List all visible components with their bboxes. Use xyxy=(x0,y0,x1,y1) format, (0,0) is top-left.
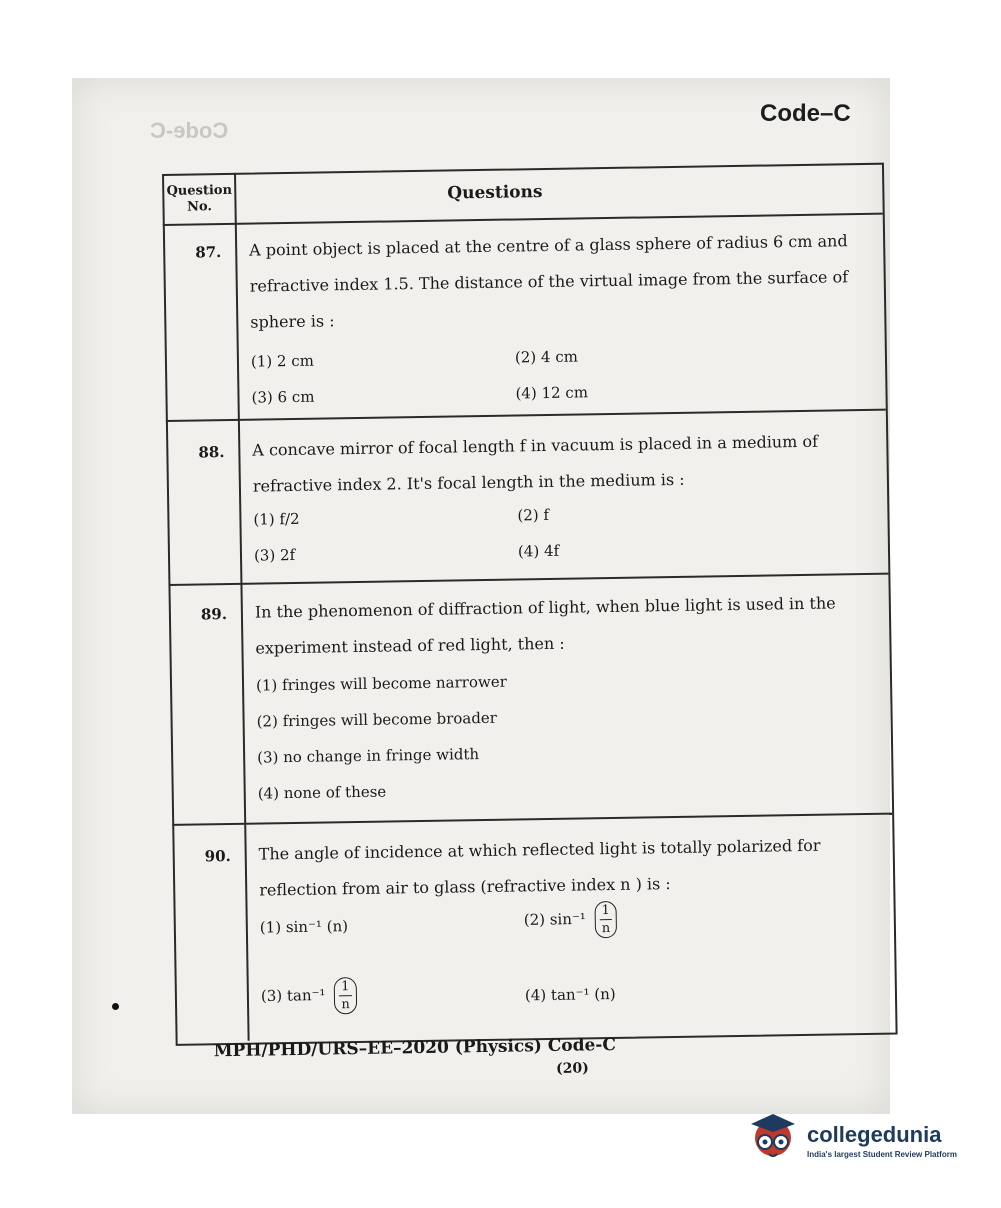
question-text xyxy=(249,223,871,341)
option: (1) fringes will become narrower xyxy=(255,672,507,695)
question-line: refractive index 1.5. The distance of the virtual image from the surface of xyxy=(249,267,849,296)
question-text xyxy=(255,585,876,667)
option: (2) fringes will become broader xyxy=(256,708,498,731)
option: (4) 4f xyxy=(517,541,560,561)
question-line: A point object is placed at the centre of a glass sphere of radius 6 cm and xyxy=(249,231,848,260)
option: (2) 4 cm xyxy=(514,347,579,367)
question-text xyxy=(258,827,879,909)
fraction-denominator: n xyxy=(341,997,350,1013)
question-number: 89. xyxy=(200,605,228,624)
option: (1) f/2 xyxy=(253,509,300,529)
question-number-header: Question No. xyxy=(166,182,233,215)
option: (4) 12 cm xyxy=(515,383,589,403)
question-number: 87. xyxy=(195,243,222,262)
brand-tagline: India's largest Student Review Platform xyxy=(807,1150,957,1159)
fraction-numerator: 1 xyxy=(339,978,352,996)
paper-code: Code–C xyxy=(760,100,851,127)
footer-title: MPH/PHD/URS–EE–2020 (Physics) Code-C xyxy=(213,1034,617,1062)
question-table xyxy=(162,163,896,1077)
option: (3) 6 cm xyxy=(251,387,315,407)
fraction xyxy=(594,901,617,938)
bleed-through-code: Code-C xyxy=(150,118,229,143)
question-number: 90. xyxy=(204,847,231,866)
option: (4) none of these xyxy=(257,782,387,803)
question-text xyxy=(252,423,873,505)
fraction-denominator: n xyxy=(601,921,611,937)
question-line: experiment instead of red light, then : xyxy=(255,633,565,658)
question-number: 88. xyxy=(198,443,225,462)
option: (3) 2f xyxy=(253,545,296,565)
question-line: In the phenomenon of diffraction of light, when blue light is used in the xyxy=(254,593,836,622)
margin-dot xyxy=(112,1003,119,1010)
option xyxy=(523,901,617,939)
option-text: (2) sin⁻¹ xyxy=(523,909,587,929)
page-number: (20) xyxy=(555,1060,589,1077)
option: (3) no change in fringe width xyxy=(257,745,480,767)
question-line: A concave mirror of focal length f in vacuum is placed in a medium of xyxy=(252,431,819,460)
question-line: sphere is : xyxy=(250,311,335,332)
option: (1) sin⁻¹ (n) xyxy=(259,917,349,937)
mascot-icon xyxy=(745,1108,803,1164)
question-line: refractive index 2. It's focal length in the medium is : xyxy=(252,469,685,496)
brand-name: collegedunia xyxy=(807,1122,942,1147)
brand-logo[interactable] xyxy=(745,1108,985,1168)
option: (4) tan⁻¹ (n) xyxy=(524,984,616,1005)
question-line: The angle of incidence at which reflected light is totally polarized for xyxy=(258,835,821,864)
option xyxy=(261,977,357,1015)
option-text: (3) tan⁻¹ xyxy=(260,986,326,1006)
question-line: reflection from air to glass (refractive index n ) is : xyxy=(259,874,671,900)
questions-header: Questions xyxy=(447,182,543,204)
option: (2) f xyxy=(517,505,550,525)
fraction-numerator: 1 xyxy=(599,902,612,920)
option: (1) 2 cm xyxy=(250,351,315,371)
fraction xyxy=(334,977,357,1014)
